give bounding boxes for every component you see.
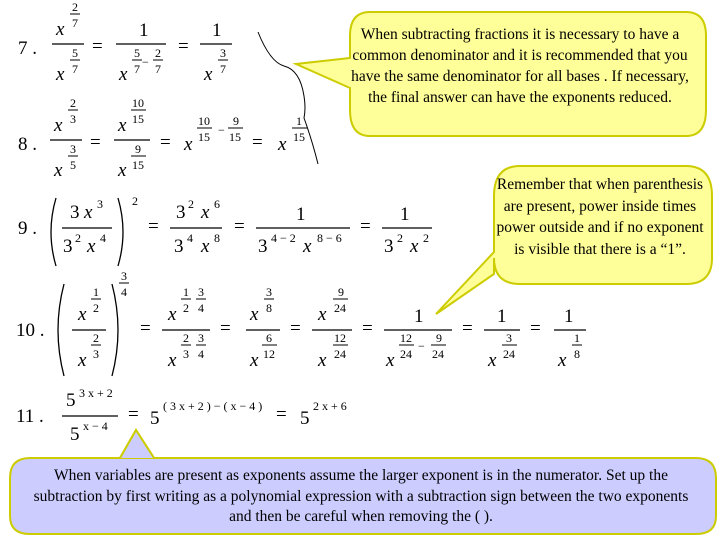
math-symbol: = (462, 318, 473, 339)
math-symbol: 2 (188, 197, 194, 211)
math-symbol: 2 (423, 231, 429, 245)
p9-number: 9 . (18, 218, 37, 239)
math-symbol: = (90, 132, 101, 153)
math-symbol: 1 (400, 204, 410, 225)
math-symbol: = (148, 216, 159, 237)
math-symbol: x (303, 236, 312, 257)
p7-eq1: = (92, 36, 103, 57)
math-symbol: 5 (300, 408, 310, 429)
math-symbol: 3 (506, 331, 512, 345)
math-symbol: = (360, 216, 371, 237)
math-symbol: x (87, 236, 96, 257)
math-symbol: = (290, 318, 301, 339)
p7-eq2: = (178, 36, 189, 57)
brace-decoration (258, 32, 318, 164)
math-symbol: 9 (436, 331, 442, 345)
math-symbol: 1 (574, 331, 580, 345)
bracket-shape (112, 284, 118, 376)
math-symbol: x (488, 350, 497, 371)
math-symbol: 3 (97, 197, 103, 211)
math-symbol: 15 (229, 130, 241, 144)
math-symbol: 12 (334, 331, 346, 345)
math-symbol: 6 (266, 331, 272, 345)
math-symbol: 5 (70, 158, 76, 172)
math-symbol: x (168, 304, 177, 325)
math-symbol: 2 (75, 231, 81, 245)
math-symbol: x (318, 350, 327, 371)
p11-number: 11 . (16, 406, 44, 427)
math-symbol: x (250, 350, 259, 371)
p7-number: 7 . (18, 38, 37, 59)
math-symbol: 1 (296, 114, 302, 128)
math-symbol: 8 (574, 347, 580, 361)
math-symbol: = (276, 404, 287, 425)
bracket-shape (120, 430, 154, 458)
p7-num-exp-n: 2 (72, 0, 78, 14)
math-symbol: = (160, 132, 171, 153)
math-symbol: = (140, 318, 151, 339)
math-symbol: 5 (150, 408, 160, 429)
math-symbol: 9 (233, 114, 239, 128)
math-symbol: 3 x + 2 (79, 386, 113, 400)
math-symbol: x (78, 350, 87, 371)
math-symbol: 2 (183, 301, 189, 315)
math-symbol: 4 (100, 231, 106, 245)
math-symbol: 1 (296, 204, 306, 225)
p7-den-base: x (56, 64, 65, 85)
math-symbol: x (84, 202, 93, 223)
math-symbol: − (418, 339, 425, 353)
math-symbol: 9 (135, 142, 141, 156)
math-symbol: − (142, 55, 149, 69)
math-symbol: 4 (198, 301, 204, 315)
math-symbol: 6 (214, 197, 220, 211)
math-symbol: 2 (93, 301, 99, 315)
math-symbol: x (558, 350, 567, 371)
math-symbol: = (234, 216, 245, 237)
math-symbol: 1 (414, 306, 424, 327)
math-symbol: 3 (258, 236, 268, 257)
math-symbol: 3 (198, 285, 204, 299)
math-symbol: x (250, 304, 259, 325)
math-symbol: 10 (132, 96, 144, 110)
math-symbol: 2 (70, 96, 76, 110)
math-symbol: 3 (266, 285, 272, 299)
math-symbol: 15 (132, 158, 144, 172)
callout-variables-text: When variables are present as exponents assume the larger exponent is in the numerator. Set up the subtraction by first writing as a polynomial expression with a subtraction sign between the two exponents and then be careful when removing the ( ). (33, 467, 689, 525)
math-symbol: 5 (134, 46, 140, 60)
math-symbol: 4 − 2 (271, 231, 296, 245)
callout-parenthesis-text: Remember that when parenthesis are present, power inside times power outside and if no exponent is visible that there is a “1”. (496, 176, 704, 258)
math-symbol: ( 3 x + 2 ) − ( x − 4 ) (163, 399, 263, 413)
math-symbol: 1 (183, 285, 189, 299)
math-symbol: 24 (432, 347, 444, 361)
math-symbol: 3 (70, 112, 76, 126)
math-symbol: 4 (187, 231, 193, 245)
math-symbol: x (168, 350, 177, 371)
math-symbol: x (118, 115, 127, 136)
math-symbol: 3 (220, 46, 226, 60)
math-symbol: 2 (397, 231, 403, 245)
math-symbol: x (204, 64, 213, 85)
math-symbol: x (410, 236, 419, 257)
math-symbol: = (128, 404, 139, 425)
p7-num-base: x (56, 19, 65, 40)
math-symbol: 2 x + 6 (313, 399, 347, 413)
math-symbol: 2 (132, 194, 138, 208)
problem-8 (18, 96, 307, 181)
math-symbol: x (54, 115, 63, 136)
math-symbol: 24 (503, 347, 515, 361)
p7-one-2: 1 (212, 20, 222, 41)
problem-9 (18, 194, 432, 266)
math-symbol: 4 (121, 285, 127, 299)
math-symbol: 12 (263, 347, 275, 361)
math-symbol: 1 (93, 285, 99, 299)
math-symbol: 2 (93, 331, 99, 345)
math-symbol: − (218, 123, 225, 137)
math-symbol: x − 4 (83, 419, 108, 433)
math-symbol: 3 (176, 202, 186, 223)
math-symbol: x (201, 202, 210, 223)
problem-10 (16, 269, 586, 376)
math-symbol: x (201, 236, 210, 257)
math-symbol: x (78, 304, 87, 325)
math-symbol: x (184, 134, 193, 155)
p7-den-exp-d: 7 (72, 62, 78, 76)
math-symbol: 15 (132, 112, 144, 126)
math-symbol: 1 (564, 306, 574, 327)
math-symbol: 3 (198, 331, 204, 345)
p7-step-base: x (119, 64, 128, 85)
math-symbol: 5 (66, 390, 76, 411)
math-symbol: x (386, 350, 395, 371)
math-symbol: 3 (121, 269, 127, 283)
math-symbol: 5 (70, 424, 80, 445)
math-symbol: 3 (63, 236, 73, 257)
math-symbol: 8 (214, 231, 220, 245)
math-symbol: x (278, 134, 287, 155)
p10-number: 10 . (16, 320, 45, 341)
math-symbol: 15 (198, 130, 210, 144)
math-symbol: 3 (70, 202, 80, 223)
p8-number: 8 . (18, 134, 37, 155)
math-symbol: 3 (183, 347, 189, 361)
p7-num-exp-d: 7 (72, 16, 78, 30)
problem-11 (16, 386, 347, 445)
math-symbol: 3 (93, 347, 99, 361)
math-symbol: 24 (334, 301, 346, 315)
bracket-shape (118, 198, 123, 266)
math-symbol: 7 (155, 62, 161, 76)
math-symbol: 8 − 6 (317, 231, 342, 245)
math-symbol: = (252, 132, 263, 153)
p7-den-exp-n: 5 (72, 46, 78, 60)
math-symbol: x (318, 304, 327, 325)
math-symbol: x (54, 160, 63, 181)
math-symbol: 3 (174, 236, 184, 257)
math-symbol: 4 (198, 347, 204, 361)
math-symbol: 24 (334, 347, 346, 361)
math-symbol: = (362, 318, 373, 339)
math-symbol: 3 (384, 236, 394, 257)
math-symbol: 2 (155, 46, 161, 60)
math-symbol: 9 (338, 285, 344, 299)
callout-fractions-text: When subtracting fractions it is necessary to have a common denominator and it is recommended that you have the same denominator for all bases . If necessary, the final answer can have the exponents reduced. (351, 26, 689, 106)
math-symbol: 1 (497, 306, 507, 327)
bracket-shape (51, 198, 56, 266)
math-symbol: 12 (400, 331, 412, 345)
math-symbol: 7 (134, 62, 140, 76)
math-symbol: 24 (400, 347, 412, 361)
problem-7 (18, 0, 232, 85)
p7-one-1: 1 (139, 20, 149, 41)
math-symbol: 2 (183, 331, 189, 345)
math-symbol: x (118, 160, 127, 181)
math-symbol: = (220, 318, 231, 339)
math-symbol: 10 (198, 114, 210, 128)
math-symbol: 3 (70, 142, 76, 156)
math-symbol: 8 (266, 301, 272, 315)
bracket-shape (58, 284, 64, 376)
math-symbol: 7 (220, 62, 226, 76)
math-symbol: = (530, 318, 541, 339)
math-symbol: 15 (293, 130, 305, 144)
